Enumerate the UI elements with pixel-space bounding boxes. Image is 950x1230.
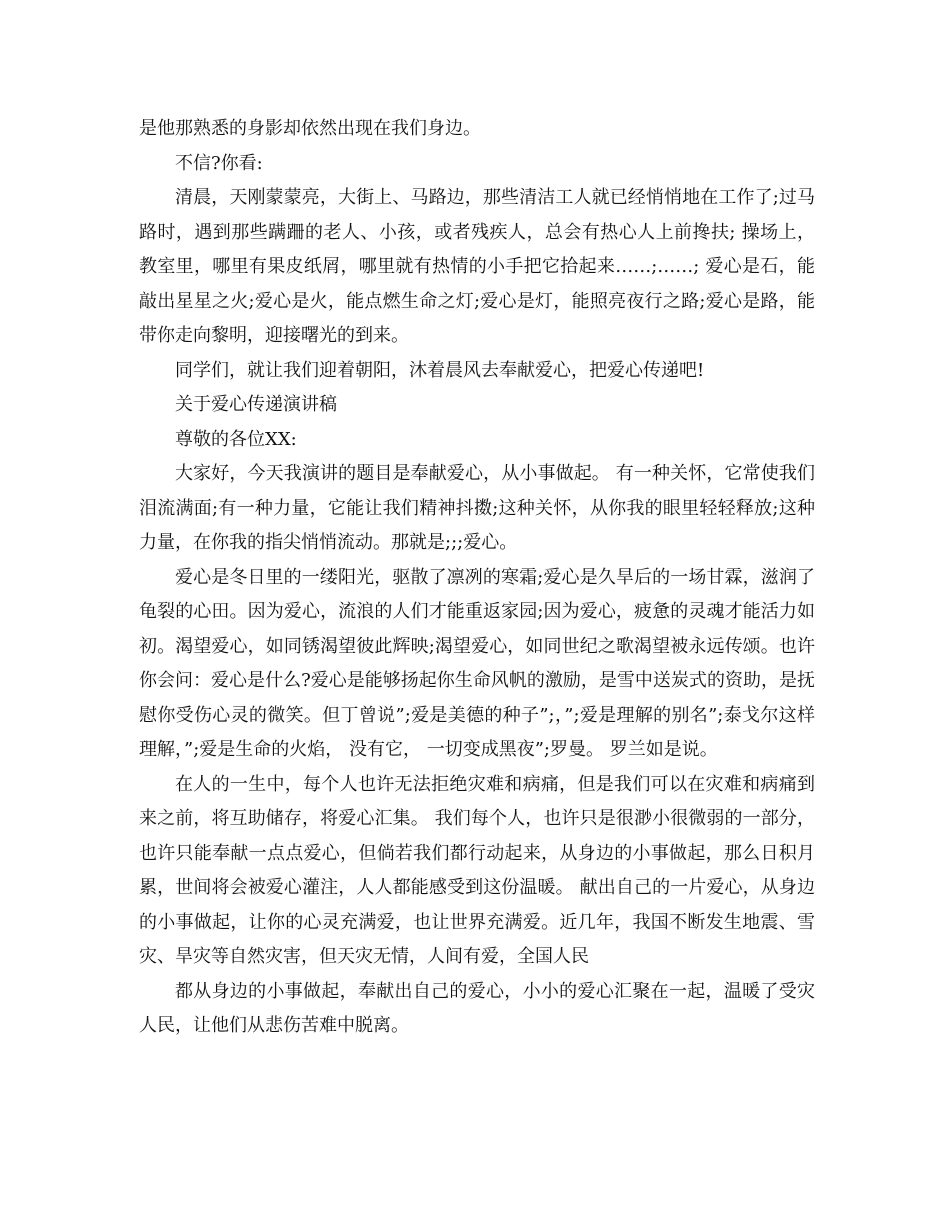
paragraph: 爱心是冬日里的一缕阳光，驱散了凛冽的寒霜;爱心是久旱后的一场甘霖，滋润了龟裂的心田。因为爱心，流浪的人们才能重返家园;因为爱心，疲惫的灵魂才能活力如初。渴望爱心，如同锈渴望彼此辉映;渴望爱心，如同世纪之歌渴望被永远传颂。也许你会问：爱心是什么?爱心是能够扬起你生命风帆的激励，是雪中送炭式的资助，是抚慰你受伤心灵的微笑。但丁曾说”;爱是美德的种子”;，”;爱是理解的别名”;泰戈尔这样理解，”;爱是生命的火焰， 没有它， 一切变成黑夜”;罗曼。 罗兰如是说。 [139, 566, 815, 760]
section-title: 关于爱心传递演讲稿 [175, 394, 337, 415]
paragraph: 清晨，天刚蒙蒙亮，大街上、马路边，那些清洁工人就已经悄悄地在工作了;过马路时，遇到那些蹒跚的老人、小孩，或者残疾人，总会有热心人上前搀扶; 操场上，教室里，哪里有果皮纸屑，哪里就有热情的小手把它拾起来……;……; 爱心是石，能敲出星星之火;爱心是火，能点燃生命之灯;爱心是灯，能照亮夜行之路;爱心是路，能带你走向黎明，迎接曙光的到来。 [139, 187, 815, 346]
paragraph: 都从身边的小事做起，奉献出自己的爱心，小小的爱心汇聚在一起，温暖了受灾人民，让他们从悲伤苦难中脱离。 [139, 980, 815, 1036]
paragraph-continuation: 是他那熟悉的身影却依然出现在我们身边。 [139, 118, 481, 139]
paragraph: 大家好，今天我演讲的题目是奉献爱心，从小事做起。 有一种关怀，它常使我们泪流满面;有一种力量，它能让我们精神抖擞;这种关怀，从你我的眼里轻轻释放;这种力量，在你我的指尖悄悄流动。那就是;;;爱心。 [139, 463, 815, 553]
salutation: 尊敬的各位XX: [175, 428, 297, 450]
paragraph: 不信?你看: [175, 152, 263, 174]
document-body [139, 112, 815, 1044]
paragraph: 同学们，就让我们迎着朝阳，沐着晨风去奉献爱心，把爱心传递吧! [175, 359, 705, 381]
paragraph: 在人的一生中，每个人也许无法拒绝灾难和病痛，但是我们可以在灾难和病痛到来之前，将互助储存，将爱心汇集。 我们每个人，也许只是很渺小很微弱的一部分，也许只能奉献一点点爱心，但倘若我们都行动起来，从身边的小事做起，那么日积月累，世间将会被爱心灌注，人人都能感受到这份温暖。 献出自己的一片爱心，从身边的小事做起，让你的心灵充满爱，也让世界充满爱。近几年，我国不断发生地震、雪灾、旱灾等自然灾害，但天灾无情，人间有爱，全国人民 [139, 773, 815, 967]
